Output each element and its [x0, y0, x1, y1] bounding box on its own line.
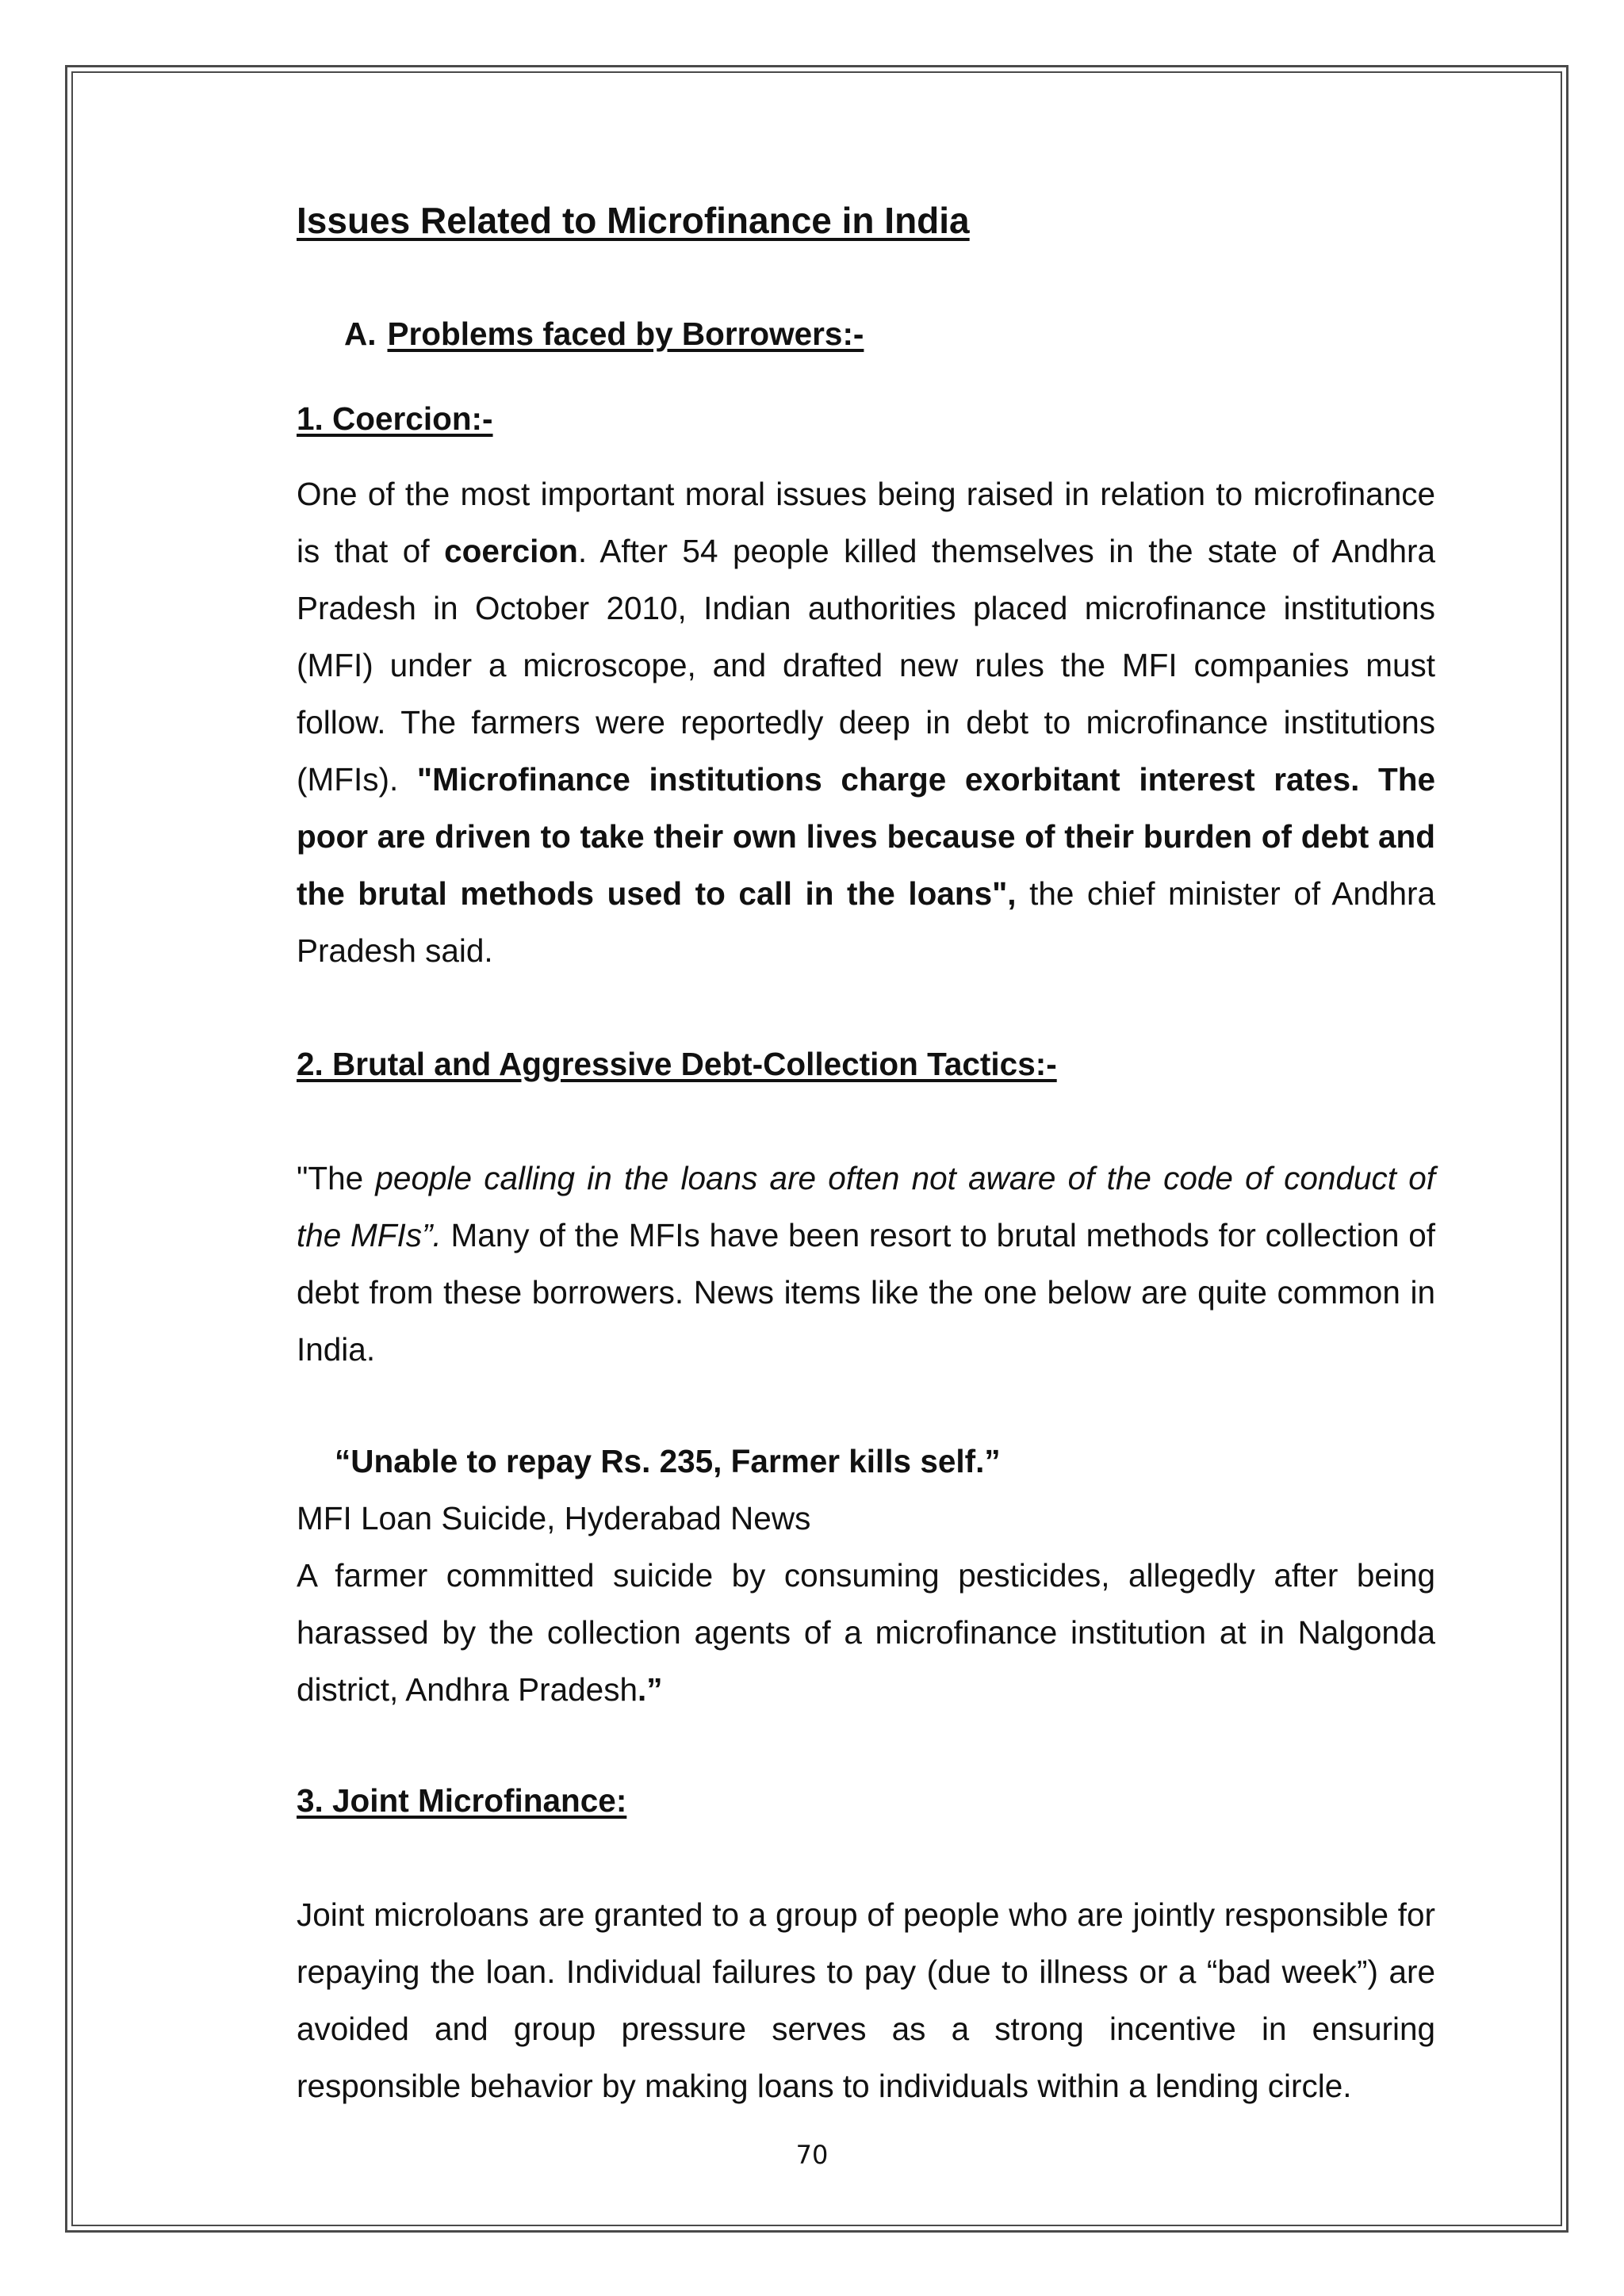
joint-paragraph: Joint microloans are granted to a group of people who are jointly responsible for repaying the loan. Individual failures to pay (due to illness or a “bad week”) are avoided and group pressure serves as a strong incentive in ensuring responsible behavior by making loans to individuals within a lending circle. [297, 1896, 1435, 2104]
section-letter: A. [344, 316, 377, 352]
news-closing-quote: .” [637, 1671, 663, 1708]
coercion-text-1: One of the most important moral issues being raised in relation to microfinance is that of [297, 476, 1435, 569]
coercion-paragraph [297, 465, 1435, 979]
page-number: 70 [795, 2140, 829, 2170]
tactics-heading: 2. Brutal and Aggressive Debt-Collection Tactics:- [297, 1046, 1057, 1082]
coercion-bold-term: coercion [444, 533, 578, 569]
coercion-text-2: . After 54 people killed themselves in the state of Andhra Pradesh in October 2010, Indian authorities placed microfinance institutions (MFI) under a microscope, and drafted new rules the MFI companies must follow. The farmers were reportedly deep in debt to microfinance institutions (MFIs). [297, 533, 1435, 798]
tactics-text-1: "The [297, 1160, 376, 1196]
chief-minister-quote: "Microfinance institutions charge exorbitant interest rates. The poor are driven to take their own lives because of their burden of debt and the brutal methods used to call in the loans", [297, 761, 1435, 912]
news-text: A farmer committed suicide by consuming pesticides, allegedly after being harassed by the collection agents of a microfinance institution at in Nalgonda district, Andhra Pradesh [297, 1557, 1435, 1708]
coercion-heading: 1. Coercion:- [297, 400, 493, 437]
joint-heading: 3. Joint Microfinance: [297, 1782, 627, 1819]
section-heading-a [344, 305, 864, 362]
page-title: Issues Related to Microfinance in India [297, 200, 970, 241]
news-source: MFI Loan Suicide, Hyderabad News [297, 1500, 811, 1536]
tactics-text-2: Many of the MFIs have been resort to brutal methods for collection of debt from these borrowers. News items like the one below are quite common in India. [297, 1217, 1435, 1368]
tactics-italic-quote: people calling in the loans are often not aware of the code of conduct of the MFIs”. [297, 1160, 1435, 1253]
coercion-text-3: the chief minister of Andhra Pradesh said. [297, 875, 1435, 969]
tactics-paragraph [297, 1150, 1435, 1378]
news-headline: “Unable to repay Rs. 235, Farmer kills self.” [335, 1443, 1001, 1479]
section-label: Problems faced by Borrowers:- [387, 316, 864, 352]
news-paragraph [297, 1547, 1435, 1718]
